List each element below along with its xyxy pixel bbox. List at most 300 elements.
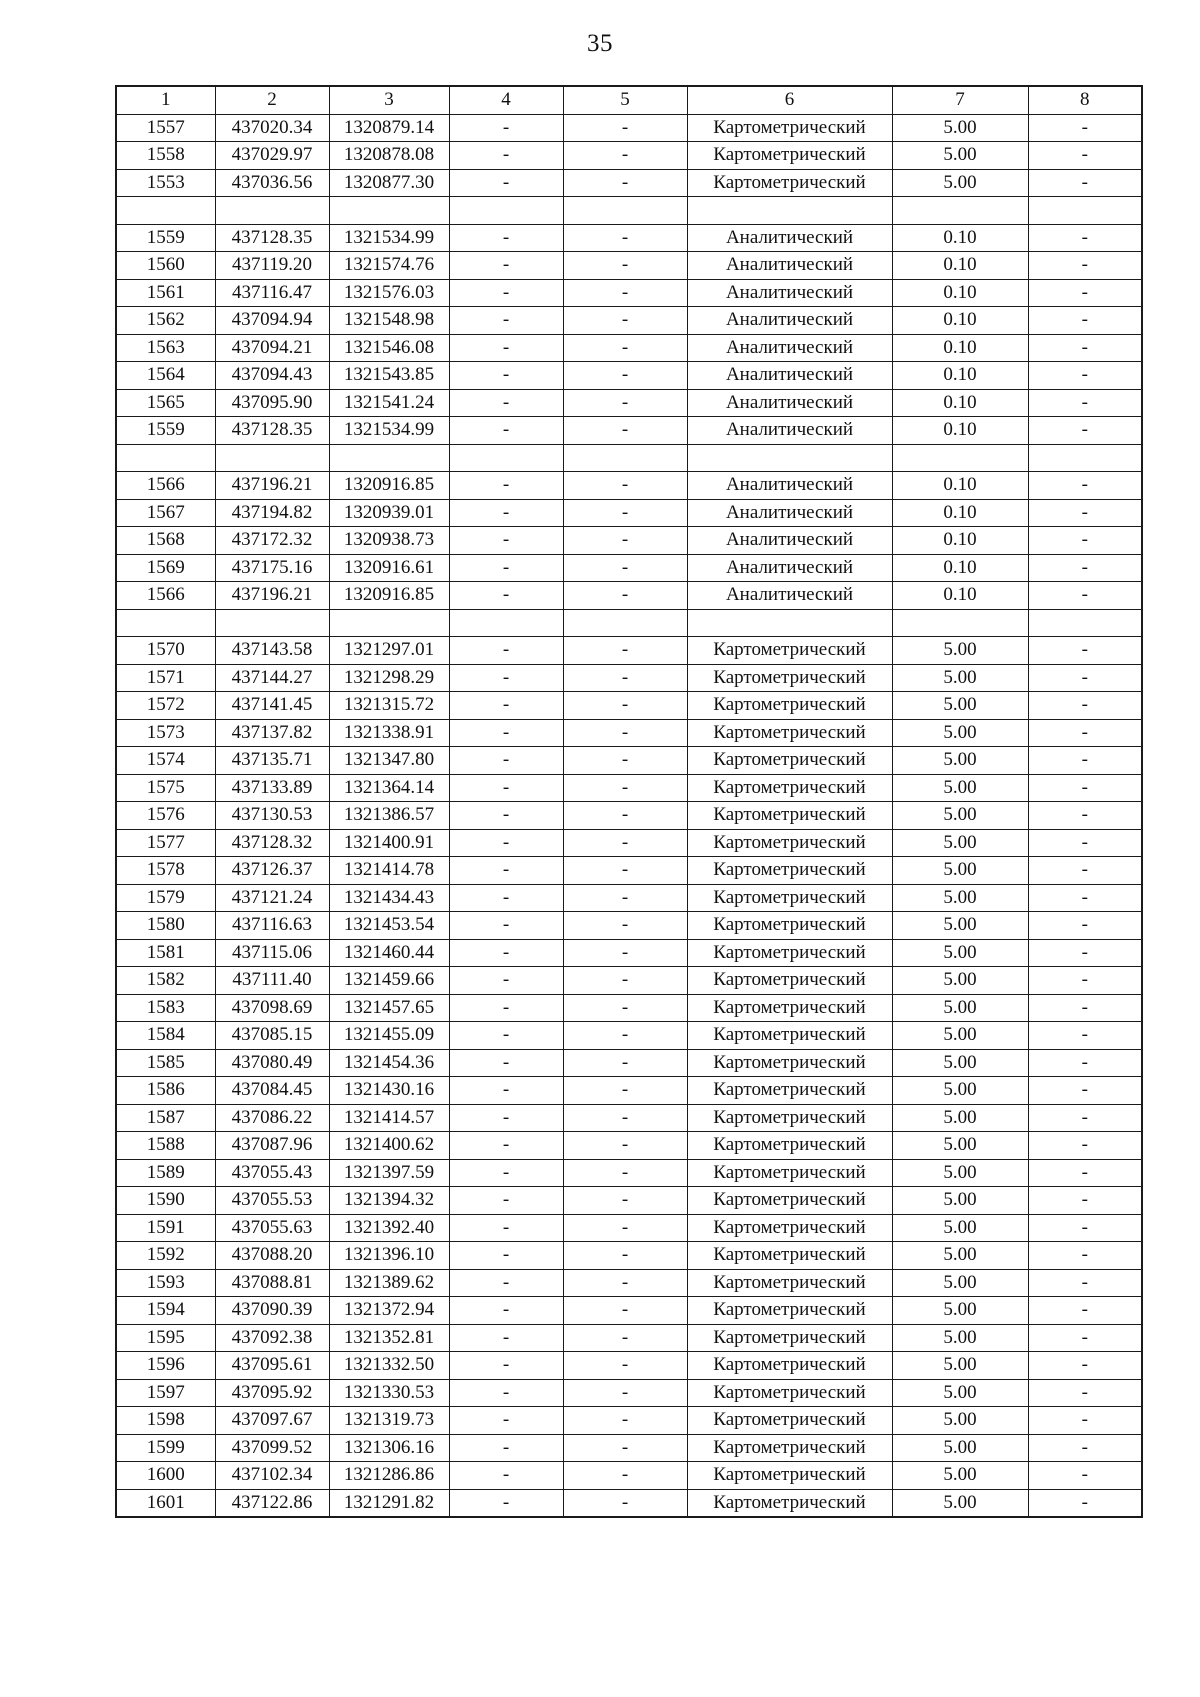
table-cell: Аналитический xyxy=(687,334,892,362)
table-row xyxy=(116,307,1142,335)
table-cell: - xyxy=(449,527,563,555)
table-cell: - xyxy=(449,1132,563,1160)
table-row xyxy=(116,802,1142,830)
table-cell: - xyxy=(563,829,687,857)
table-cell: Аналитический xyxy=(687,279,892,307)
table-cell: Картометрический xyxy=(687,169,892,197)
column-header: 8 xyxy=(1028,86,1142,114)
table-cell: - xyxy=(563,802,687,830)
table-cell: 1581 xyxy=(116,939,215,967)
table-cell: - xyxy=(1028,967,1142,995)
table-cell: 1563 xyxy=(116,334,215,362)
table-cell: Картометрический xyxy=(687,142,892,170)
table-cell: - xyxy=(449,279,563,307)
table-cell: 0.10 xyxy=(892,252,1028,280)
table-cell: - xyxy=(1028,637,1142,665)
table-row xyxy=(116,1434,1142,1462)
table-row xyxy=(116,994,1142,1022)
table-cell: 1575 xyxy=(116,774,215,802)
table-row xyxy=(116,719,1142,747)
table-cell: 5.00 xyxy=(892,1352,1028,1380)
table-cell: - xyxy=(563,1187,687,1215)
table-row xyxy=(116,1489,1142,1517)
table-cell: 5.00 xyxy=(892,884,1028,912)
table-cell xyxy=(1028,197,1142,225)
table-cell: Картометрический xyxy=(687,1379,892,1407)
table-cell: - xyxy=(563,1104,687,1132)
table-cell: 437196.21 xyxy=(215,472,329,500)
table-cell: 1321364.14 xyxy=(329,774,449,802)
table-cell: 1559 xyxy=(116,224,215,252)
table-cell: 1559 xyxy=(116,417,215,445)
table-cell: - xyxy=(563,1297,687,1325)
table-cell: - xyxy=(1028,1462,1142,1490)
table-cell: 1320938.73 xyxy=(329,527,449,555)
table-cell: - xyxy=(449,169,563,197)
table-cell: 5.00 xyxy=(892,1269,1028,1297)
table-cell: - xyxy=(449,582,563,610)
table-cell: - xyxy=(563,389,687,417)
table-cell: - xyxy=(1028,114,1142,142)
table-cell: - xyxy=(1028,884,1142,912)
table-cell: - xyxy=(1028,362,1142,390)
table-cell: 1576 xyxy=(116,802,215,830)
table-cell: - xyxy=(1028,554,1142,582)
table-cell: 437121.24 xyxy=(215,884,329,912)
table-cell: 5.00 xyxy=(892,1104,1028,1132)
table-cell: Картометрический xyxy=(687,1022,892,1050)
table-cell: 5.00 xyxy=(892,1379,1028,1407)
table-cell: 1584 xyxy=(116,1022,215,1050)
table-cell: - xyxy=(449,1159,563,1187)
table-cell: - xyxy=(1028,1214,1142,1242)
table-row xyxy=(116,829,1142,857)
table-cell: 1321397.59 xyxy=(329,1159,449,1187)
table-cell xyxy=(215,609,329,637)
table-cell: 1321453.54 xyxy=(329,912,449,940)
table-row xyxy=(116,362,1142,390)
table-cell: - xyxy=(449,774,563,802)
table-cell: - xyxy=(563,1407,687,1435)
table-cell: 5.00 xyxy=(892,1049,1028,1077)
table-cell: - xyxy=(563,527,687,555)
table-cell: - xyxy=(1028,1379,1142,1407)
table-cell: 5.00 xyxy=(892,692,1028,720)
table-cell: Аналитический xyxy=(687,554,892,582)
table-cell: 5.00 xyxy=(892,169,1028,197)
table-cell: Картометрический xyxy=(687,774,892,802)
table-cell: Картометрический xyxy=(687,692,892,720)
table-cell: 1321455.09 xyxy=(329,1022,449,1050)
table-cell: 437087.96 xyxy=(215,1132,329,1160)
column-header: 5 xyxy=(563,86,687,114)
table-cell: 1574 xyxy=(116,747,215,775)
table-cell xyxy=(449,609,563,637)
table-cell: - xyxy=(449,499,563,527)
table-cell: - xyxy=(1028,307,1142,335)
table-cell: 1321394.32 xyxy=(329,1187,449,1215)
table-row xyxy=(116,1462,1142,1490)
page-number: 35 xyxy=(587,30,613,57)
table-cell: 0.10 xyxy=(892,334,1028,362)
table-cell: Картометрический xyxy=(687,884,892,912)
table-cell: - xyxy=(563,939,687,967)
table-cell: - xyxy=(449,417,563,445)
table-cell xyxy=(563,444,687,472)
table-cell: - xyxy=(1028,802,1142,830)
table-cell: Картометрический xyxy=(687,1159,892,1187)
table-cell xyxy=(1028,609,1142,637)
table-row xyxy=(116,1187,1142,1215)
table-cell: 1588 xyxy=(116,1132,215,1160)
table-cell: Картометрический xyxy=(687,939,892,967)
table-cell xyxy=(687,444,892,472)
table-cell: 0.10 xyxy=(892,582,1028,610)
table-cell: 1321338.91 xyxy=(329,719,449,747)
table-cell: 437097.67 xyxy=(215,1407,329,1435)
table-cell: - xyxy=(449,362,563,390)
table-cell: 5.00 xyxy=(892,802,1028,830)
table-cell xyxy=(892,609,1028,637)
table-cell: 1321315.72 xyxy=(329,692,449,720)
table-row xyxy=(116,1297,1142,1325)
table-cell: - xyxy=(1028,664,1142,692)
table-cell: 1589 xyxy=(116,1159,215,1187)
table-cell: 1321414.78 xyxy=(329,857,449,885)
column-header: 4 xyxy=(449,86,563,114)
table-cell: - xyxy=(1028,1242,1142,1270)
table-cell: 1321386.57 xyxy=(329,802,449,830)
table-cell: 437088.20 xyxy=(215,1242,329,1270)
table-cell: 5.00 xyxy=(892,114,1028,142)
table-cell: 0.10 xyxy=(892,279,1028,307)
table-row xyxy=(116,444,1142,472)
table-cell: 437128.35 xyxy=(215,417,329,445)
table-cell: 5.00 xyxy=(892,747,1028,775)
table-cell: - xyxy=(449,224,563,252)
table-cell: 5.00 xyxy=(892,719,1028,747)
table-cell: - xyxy=(563,1462,687,1490)
table-cell: 1320879.14 xyxy=(329,114,449,142)
table-cell: - xyxy=(449,939,563,967)
table-cell: - xyxy=(1028,527,1142,555)
table-cell: 1557 xyxy=(116,114,215,142)
table-cell: 437098.69 xyxy=(215,994,329,1022)
table-cell: 0.10 xyxy=(892,307,1028,335)
table-cell: 5.00 xyxy=(892,967,1028,995)
table-cell: - xyxy=(449,1022,563,1050)
table-cell: - xyxy=(449,1187,563,1215)
table-row xyxy=(116,389,1142,417)
table-cell: - xyxy=(563,1132,687,1160)
table-cell: - xyxy=(563,114,687,142)
table-cell: - xyxy=(1028,994,1142,1022)
table-cell: 5.00 xyxy=(892,1214,1028,1242)
table-cell: Картометрический xyxy=(687,1104,892,1132)
table-cell: Картометрический xyxy=(687,967,892,995)
table-cell: - xyxy=(563,142,687,170)
table-cell xyxy=(215,444,329,472)
table-cell: 437080.49 xyxy=(215,1049,329,1077)
table-cell: 1321534.99 xyxy=(329,417,449,445)
table-row xyxy=(116,774,1142,802)
table-row xyxy=(116,1269,1142,1297)
table-cell: 5.00 xyxy=(892,829,1028,857)
table-cell: 1321298.29 xyxy=(329,664,449,692)
table-cell: 1579 xyxy=(116,884,215,912)
table-cell: 437084.45 xyxy=(215,1077,329,1105)
table-cell: 437126.37 xyxy=(215,857,329,885)
table-cell: 1573 xyxy=(116,719,215,747)
table-row xyxy=(116,912,1142,940)
table-cell: 1321460.44 xyxy=(329,939,449,967)
table-row xyxy=(116,1242,1142,1270)
table-cell: 1321414.57 xyxy=(329,1104,449,1132)
table-row xyxy=(116,884,1142,912)
table-cell: 1321330.53 xyxy=(329,1379,449,1407)
table-cell: 0.10 xyxy=(892,472,1028,500)
table-cell: 1321574.76 xyxy=(329,252,449,280)
table-cell: 5.00 xyxy=(892,1434,1028,1462)
table-cell: Картометрический xyxy=(687,114,892,142)
table-cell: 1560 xyxy=(116,252,215,280)
table-row xyxy=(116,334,1142,362)
table-cell: Картометрический xyxy=(687,912,892,940)
table-cell: Картометрический xyxy=(687,1132,892,1160)
column-header: 6 xyxy=(687,86,892,114)
table-cell: - xyxy=(1028,142,1142,170)
table-cell xyxy=(116,197,215,225)
table-cell: - xyxy=(449,142,563,170)
table-cell: 437116.63 xyxy=(215,912,329,940)
table-row xyxy=(116,252,1142,280)
table-cell: 1321396.10 xyxy=(329,1242,449,1270)
table-cell: 1321400.62 xyxy=(329,1132,449,1160)
table-cell: 1599 xyxy=(116,1434,215,1462)
table-cell: - xyxy=(449,1324,563,1352)
table-cell: Картометрический xyxy=(687,1352,892,1380)
table-cell: Картометрический xyxy=(687,1242,892,1270)
table-cell: - xyxy=(449,664,563,692)
table-cell: 1595 xyxy=(116,1324,215,1352)
table-row xyxy=(116,1159,1142,1187)
column-header: 7 xyxy=(892,86,1028,114)
table-cell: - xyxy=(563,994,687,1022)
table-cell: 1596 xyxy=(116,1352,215,1380)
table-row xyxy=(116,939,1142,967)
table-cell: 437172.32 xyxy=(215,527,329,555)
table-cell: Картометрический xyxy=(687,994,892,1022)
table-cell: 437092.38 xyxy=(215,1324,329,1352)
table-cell: 1321332.50 xyxy=(329,1352,449,1380)
table-cell xyxy=(449,444,563,472)
table-row xyxy=(116,664,1142,692)
table-cell: 5.00 xyxy=(892,1077,1028,1105)
table-cell: - xyxy=(1028,472,1142,500)
table-cell xyxy=(687,197,892,225)
table-cell: 437029.97 xyxy=(215,142,329,170)
table-cell: - xyxy=(1028,1049,1142,1077)
table-cell: 437055.43 xyxy=(215,1159,329,1187)
table-cell: 1321459.66 xyxy=(329,967,449,995)
table-row xyxy=(116,1022,1142,1050)
table-cell: Картометрический xyxy=(687,802,892,830)
table-cell: - xyxy=(449,1434,563,1462)
table-cell: 1321546.08 xyxy=(329,334,449,362)
table-cell: - xyxy=(449,747,563,775)
table-cell: - xyxy=(1028,1324,1142,1352)
table-cell: - xyxy=(563,1379,687,1407)
table-cell: - xyxy=(1028,912,1142,940)
table-cell: 437135.71 xyxy=(215,747,329,775)
table-cell: 437055.53 xyxy=(215,1187,329,1215)
table-cell: - xyxy=(449,1269,563,1297)
table-cell: 1580 xyxy=(116,912,215,940)
table-cell: - xyxy=(1028,499,1142,527)
table-cell: - xyxy=(449,1104,563,1132)
column-header: 2 xyxy=(215,86,329,114)
table-cell: 0.10 xyxy=(892,224,1028,252)
table-cell: - xyxy=(449,1407,563,1435)
table-cell: 1593 xyxy=(116,1269,215,1297)
table-row xyxy=(116,582,1142,610)
table-cell: - xyxy=(563,362,687,390)
table-cell: - xyxy=(449,1049,563,1077)
table-cell: 1587 xyxy=(116,1104,215,1132)
table-row xyxy=(116,1379,1142,1407)
table-cell: - xyxy=(563,307,687,335)
table-cell xyxy=(116,609,215,637)
table-cell: - xyxy=(563,664,687,692)
table-cell: Картометрический xyxy=(687,857,892,885)
table-cell: - xyxy=(563,1269,687,1297)
table-cell: - xyxy=(563,582,687,610)
table-cell: 437036.56 xyxy=(215,169,329,197)
table-cell: 5.00 xyxy=(892,939,1028,967)
table-cell: 437133.89 xyxy=(215,774,329,802)
table-cell: - xyxy=(1028,389,1142,417)
table-cell: - xyxy=(1028,1269,1142,1297)
table-cell: - xyxy=(563,554,687,582)
table-cell: - xyxy=(1028,279,1142,307)
table-cell: 1321306.16 xyxy=(329,1434,449,1462)
table-cell: Аналитический xyxy=(687,472,892,500)
table-cell: - xyxy=(1028,1132,1142,1160)
table-cell: 1590 xyxy=(116,1187,215,1215)
table-cell: Картометрический xyxy=(687,1269,892,1297)
table-row xyxy=(116,857,1142,885)
table-cell: 5.00 xyxy=(892,774,1028,802)
table-cell: - xyxy=(563,912,687,940)
table-cell: - xyxy=(1028,939,1142,967)
table-cell: 1566 xyxy=(116,582,215,610)
table-cell: 1321372.94 xyxy=(329,1297,449,1325)
table-cell: 1321548.98 xyxy=(329,307,449,335)
table-cell: 0.10 xyxy=(892,554,1028,582)
table-row xyxy=(116,609,1142,637)
table-cell: - xyxy=(563,1242,687,1270)
table-cell: 1594 xyxy=(116,1297,215,1325)
table-cell: 1570 xyxy=(116,637,215,665)
table-cell: 5.00 xyxy=(892,664,1028,692)
table-cell: - xyxy=(1028,417,1142,445)
table-cell: 5.00 xyxy=(892,1132,1028,1160)
table-cell: - xyxy=(1028,252,1142,280)
table-cell: - xyxy=(1028,774,1142,802)
table-cell: - xyxy=(1028,857,1142,885)
table-cell: 437094.43 xyxy=(215,362,329,390)
table-cell: 1321543.85 xyxy=(329,362,449,390)
table-cell: 437128.32 xyxy=(215,829,329,857)
table-cell: 437144.27 xyxy=(215,664,329,692)
table-cell: 437102.34 xyxy=(215,1462,329,1490)
table-cell: 5.00 xyxy=(892,857,1028,885)
table-cell: 1578 xyxy=(116,857,215,885)
table-cell: 437095.61 xyxy=(215,1352,329,1380)
table-cell: 437143.58 xyxy=(215,637,329,665)
table-cell: - xyxy=(449,1379,563,1407)
table-cell: - xyxy=(1028,1077,1142,1105)
table-cell: - xyxy=(563,224,687,252)
table-cell: 1598 xyxy=(116,1407,215,1435)
table-cell: - xyxy=(1028,1352,1142,1380)
table-cell: 1553 xyxy=(116,169,215,197)
table-cell: - xyxy=(1028,829,1142,857)
table-cell xyxy=(329,197,449,225)
table-cell: 437095.90 xyxy=(215,389,329,417)
table-cell: 1321434.43 xyxy=(329,884,449,912)
table-cell: Картометрический xyxy=(687,1214,892,1242)
column-header: 3 xyxy=(329,86,449,114)
table-row xyxy=(116,142,1142,170)
table-cell xyxy=(215,197,329,225)
table-cell: 437130.53 xyxy=(215,802,329,830)
table-cell xyxy=(449,197,563,225)
table-cell xyxy=(563,609,687,637)
table-cell: 5.00 xyxy=(892,142,1028,170)
table-cell: 437122.86 xyxy=(215,1489,329,1517)
table-cell xyxy=(892,444,1028,472)
table-cell: 437090.39 xyxy=(215,1297,329,1325)
table-cell: Аналитический xyxy=(687,417,892,445)
table-cell: Картометрический xyxy=(687,664,892,692)
table-cell: - xyxy=(449,1462,563,1490)
table-cell: - xyxy=(563,1214,687,1242)
table-cell: 1321400.91 xyxy=(329,829,449,857)
table-cell: - xyxy=(449,967,563,995)
table-cell: 1320916.85 xyxy=(329,582,449,610)
table-row xyxy=(116,1407,1142,1435)
table-cell: - xyxy=(563,1324,687,1352)
table-cell: 1321454.36 xyxy=(329,1049,449,1077)
coordinates-table xyxy=(115,85,1143,1518)
table-cell: - xyxy=(563,1049,687,1077)
table-cell: Картометрический xyxy=(687,747,892,775)
table-row xyxy=(116,1049,1142,1077)
table-row xyxy=(116,1104,1142,1132)
table-cell: 1321347.80 xyxy=(329,747,449,775)
table-cell: - xyxy=(449,1077,563,1105)
table-row xyxy=(116,197,1142,225)
table-cell: - xyxy=(1028,747,1142,775)
table-cell xyxy=(892,197,1028,225)
table-cell: 1321392.40 xyxy=(329,1214,449,1242)
table-cell: 1321457.65 xyxy=(329,994,449,1022)
table-cell xyxy=(563,197,687,225)
table-cell: 1583 xyxy=(116,994,215,1022)
table-cell: 437086.22 xyxy=(215,1104,329,1132)
table-cell: - xyxy=(563,1489,687,1517)
